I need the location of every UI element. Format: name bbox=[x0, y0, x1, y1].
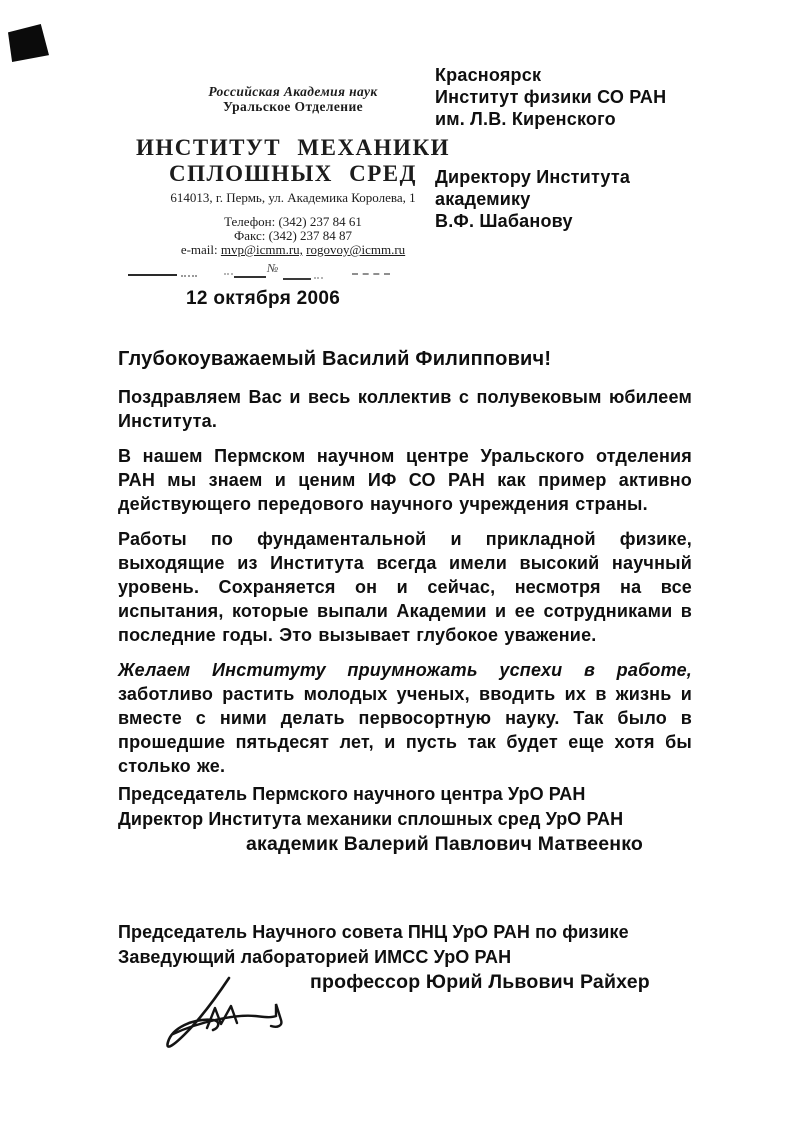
handwritten-signature bbox=[155, 972, 295, 1064]
email-address-secondary: rogovoy@icmm.ru bbox=[306, 242, 406, 257]
recipient-city: Красноярск bbox=[435, 65, 542, 85]
number-sign: № bbox=[267, 261, 279, 275]
signature-block-matveenko bbox=[118, 782, 692, 857]
salutation: Глубокоуважаемый Василий Филиппович! bbox=[118, 348, 552, 370]
institute-name-line2: СПЛОШНЫХ СРЕД bbox=[169, 161, 417, 186]
letterhead-contacts bbox=[120, 215, 466, 257]
letterhead-email-line bbox=[120, 243, 466, 257]
recipient-named-after: им. Л.В. Киренского bbox=[435, 109, 616, 129]
reference-dots-mid bbox=[224, 273, 233, 275]
paragraph-4-italic-lead: Желаем Институту приумножать успехи в работе, bbox=[118, 660, 692, 680]
letterhead-phone: Телефон: (342) 237 84 61 bbox=[224, 214, 362, 229]
paragraph-1: Поздравляем Вас и весь коллектив с полувековым юбилеем Института. bbox=[118, 387, 692, 431]
letterhead-branch-line: Уральское Отделение bbox=[222, 99, 364, 114]
paragraph-3: Работы по фундаментальной и прикладной физике, выходящие из Института всегда имели высокий научный уровень. Сохраняется он и сейчас, несмотря на все испытания, которые выпали Академии и ее сотрудниками в последние годы. Это вызывает глубокое уважение. bbox=[118, 529, 692, 645]
signatory2-name: профессор Юрий Львович Райхер bbox=[310, 971, 650, 993]
letterhead-address: 614013, г. Пермь, ул. Академика Королева, 1 bbox=[170, 190, 416, 205]
recipient-name: В.Ф. Шабанову bbox=[435, 211, 573, 231]
reference-underline-right bbox=[352, 273, 390, 275]
recipient-block bbox=[435, 64, 765, 232]
institute-name-line1: ИНСТИТУТ МЕХАНИКИ bbox=[135, 135, 451, 160]
scan-corner-artifact bbox=[8, 24, 49, 62]
letterhead-institute-name bbox=[120, 135, 466, 187]
signatory2-position-line2: Заведующий лабораторией ИМСС УрО РАН bbox=[118, 946, 512, 967]
reference-underline-left bbox=[128, 274, 177, 276]
letterhead-fax: Факс: (342) 237 84 87 bbox=[233, 228, 353, 243]
signatory1-position-line1: Председатель Пермского научного центра УрО РАН bbox=[118, 784, 586, 804]
signatory1-position-line2: Директор Института механики сплошных сред УрО РАН bbox=[118, 808, 624, 829]
paragraph-4 bbox=[118, 658, 692, 778]
reference-underline-mid2 bbox=[283, 278, 311, 280]
signatory2-position-line1: Председатель Научного совета ПНЦ УрО РАН по физике bbox=[118, 922, 629, 942]
letterhead-academy-line: Российская Академия наук bbox=[208, 84, 378, 99]
paragraph-2: В нашем Пермском научном центре Уральского отделения РАН мы знаем и ценим ИФ СО РАН как пример активно действующего передового научного учреждения страны. bbox=[118, 446, 692, 514]
recipient-position: Директору Института bbox=[435, 167, 631, 187]
reference-underline-mid bbox=[234, 276, 266, 278]
letter-body bbox=[118, 348, 692, 995]
signatory1-name: академик Валерий Павлович Матвеенко bbox=[246, 833, 644, 855]
recipient-institute: Институт физики СО РАН bbox=[435, 87, 667, 107]
recipient-addressee bbox=[435, 166, 765, 232]
email-label: e-mail: bbox=[180, 242, 218, 257]
letter-date: 12 октября 2006 bbox=[186, 288, 341, 309]
recipient-title: академику bbox=[435, 189, 531, 209]
reference-dots-left bbox=[181, 275, 197, 277]
letterhead bbox=[120, 84, 466, 257]
reference-dots-right bbox=[314, 277, 323, 279]
paragraph-4-rest: заботливо растить молодых ученых, вводить их в жизнь и вместе с ними делать первосортную науку. Так было в прошедшие пятьдесят лет, и пусть так будет еще хотя бы столько же. bbox=[118, 684, 692, 776]
email-address-primary: mvp@icmm.ru, bbox=[220, 242, 303, 257]
